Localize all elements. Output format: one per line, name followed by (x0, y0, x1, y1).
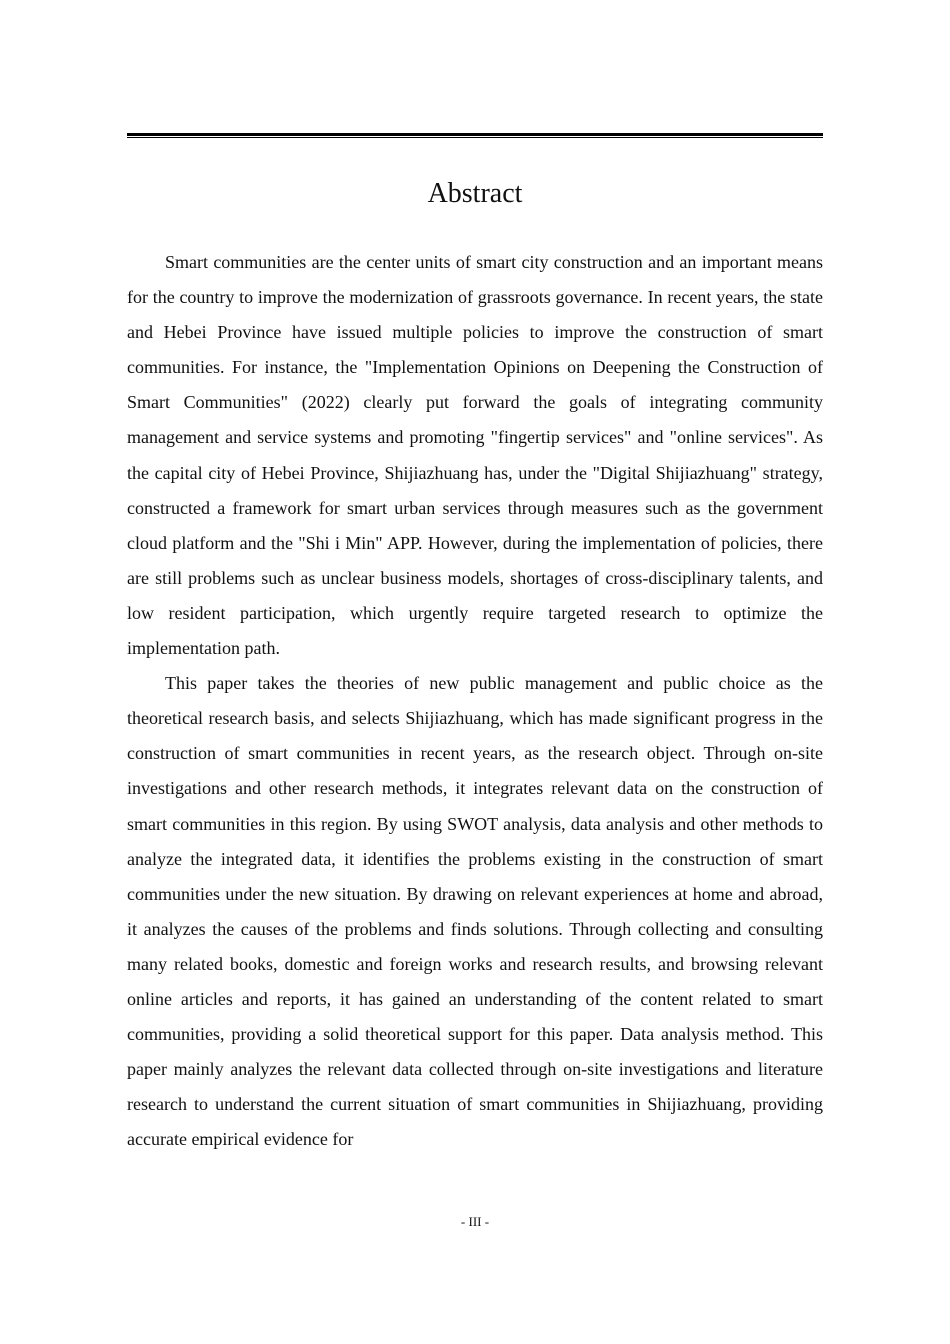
abstract-paragraph-1: Smart communities are the center units of smart city construction and an important means for the country to improve the modernization of grassroots governance. In recent years, the state and Hebei Province have issued multiple policies to improve the construction of smart communities. For instance, the "Implementation Opinions on Deepening the Construction of Smart Communities" (2022) clearly put forward the goals of integrating community management and service systems and promoting "fingertip services" and "online services". As the capital city of Hebei Province, Shijiazhuang has, under the "Digital Shijiazhuang" strategy, constructed a framework for smart urban services through measures such as the government cloud platform and the "Shi i Min" APP. However, during the implementation of policies, there are still problems such as unclear business models, shortages of cross-disciplinary talents, and low resident participation, which urgently require targeted research to optimize the implementation path. (127, 252, 823, 659)
abstract-title: Abstract (427, 178, 523, 209)
abstract-body (127, 245, 823, 1157)
header-double-rule (127, 133, 823, 138)
header-rule-thin (127, 137, 823, 138)
page-number: - III - (460, 1214, 490, 1229)
header-rule-thick (127, 133, 823, 136)
abstract-paragraph-2: This paper takes the theories of new public management and public choice as the theoretical research basis, and selects Shijiazhuang, which has made significant progress in the construction of smart communities in recent years, as the research object. Through on-site investigations and other research methods, it integrates relevant data on the construction of smart communities in this region. By using SWOT analysis, data analysis and other methods to analyze the integrated data, it identifies the problems existing in the construction of smart communities under the new situation. By drawing on relevant experiences at home and abroad, it analyzes the causes of the problems and finds solutions. Through collecting and consulting many related books, domestic and foreign works and research results, and browsing relevant online articles and reports, it has gained an understanding of the content related to smart communities, providing a solid theoretical support for this paper. Data analysis method. This paper mainly analyzes the relevant data collected through on-site investigations and literature research to understand the current situation of smart communities in Shijiazhuang, providing accurate empirical evidence for (127, 673, 823, 1150)
